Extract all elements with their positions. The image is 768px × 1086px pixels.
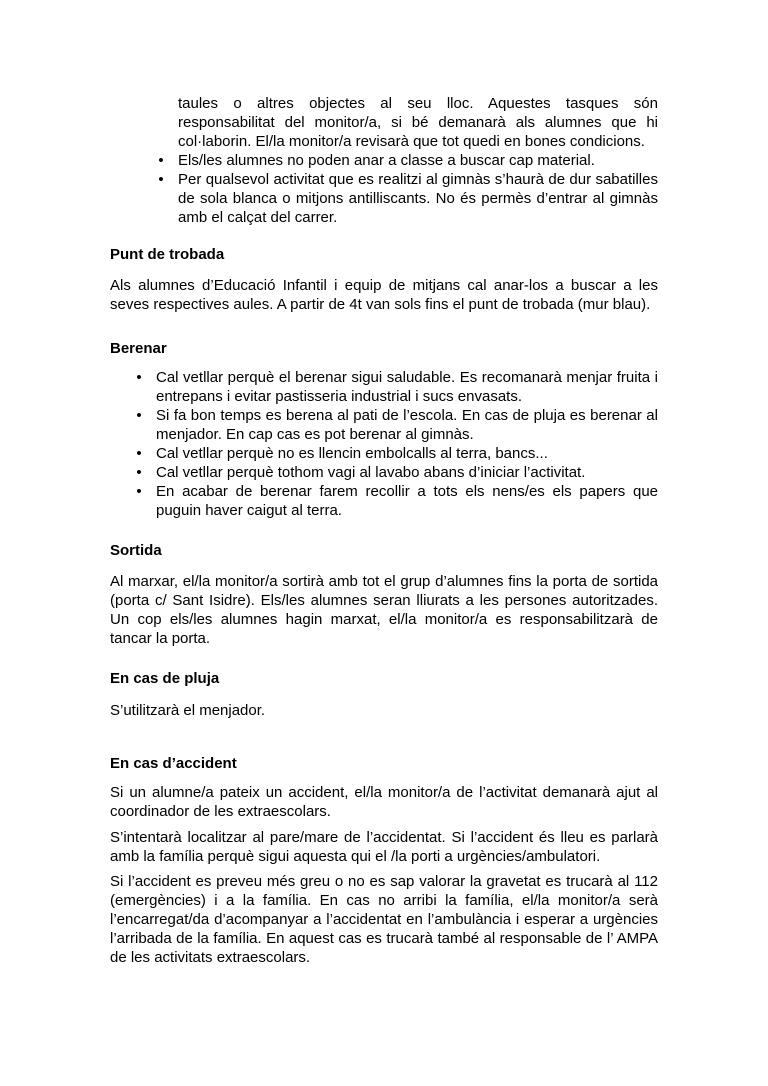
bullet-icon: • xyxy=(136,483,142,500)
list-item-text: Cal vetllar perquè el berenar sigui saludable. Es recomanarà menjar fruita i entrepans i evitar pastisseria industrial i sucs envasats. xyxy=(156,369,658,405)
list-item-continuation: taules o altres objectes al seu lloc. Aquestes tasques són responsabilitat del monitor/a, si bé demanarà als alumnes que hi col·laborin. El/la monitor/a revisarà que tot quedi en bones condicions. xyxy=(178,95,658,150)
list-item xyxy=(136,482,658,520)
paragraph-pluja: S’utilitzarà el menjador. xyxy=(110,702,266,719)
list-item-text: Cal vetllar perquè tothom vagi al lavabo abans d’iniciar l’activitat. xyxy=(156,464,586,481)
heading-pluja: En cas de pluja xyxy=(110,670,220,687)
bullet-icon: • xyxy=(158,152,164,169)
heading-accident: En cas d’accident xyxy=(110,755,237,772)
list-item xyxy=(158,170,658,227)
list-item xyxy=(136,463,658,482)
list-item-text: Cal vetllar perquè no es llencin embolcalls al terra, bancs... xyxy=(156,445,548,462)
list-item xyxy=(136,406,658,444)
heading-berenar: Berenar xyxy=(110,340,167,357)
bullet-icon: • xyxy=(136,464,142,481)
bullet-icon: • xyxy=(136,445,142,462)
bullet-icon: • xyxy=(136,369,142,386)
list-item-text: Els/les alumnes no poden anar a classe a buscar cap material. xyxy=(178,152,595,169)
top-bullet-list xyxy=(158,94,658,227)
list-item xyxy=(136,368,658,406)
paragraph-accident-2: S’intentarà localitzar al pare/mare de l’accidentat. Si l’accident és lleu es parlarà amb la família perquè sigui aquesta qui el /la porti a urgències/ambulatori. xyxy=(110,829,658,865)
list-item xyxy=(136,444,658,463)
paragraph-accident-1: Si un alumne/a pateix un accident, el/la monitor/a de l’activitat demanarà ajut al coordinador de les extraescolars. xyxy=(110,784,658,820)
list-item-text: En acabar de berenar farem recollir a tots els nens/es els papers que puguin haver caigut al terra. xyxy=(156,483,658,519)
list-item-text: Per qualsevol activitat que es realitzi al gimnàs s’haurà de dur sabatilles de sola blanca o mitjons antilliscants. No és permès d’entrar al gimnàs amb el calçat del carrer. xyxy=(178,171,658,226)
list-item-text: Si fa bon temps es berena al pati de l’escola. En cas de pluja es berenar al menjador. En cap cas es pot berenar al gimnàs. xyxy=(156,407,658,443)
heading-punt-trobada: Punt de trobada xyxy=(110,246,225,263)
paragraph-punt-trobada: Als alumnes d’Educació Infantil i equip de mitjans cal anar-los a buscar a les seves respectives aules. A partir de 4t van sols fins el punt de trobada (mur blau). xyxy=(110,277,658,313)
paragraph-sortida: Al marxar, el/la monitor/a sortirà amb tot el grup d’alumnes fins la porta de sortida (porta c/ Sant Isidre). Els/les alumnes seran lliurats a les persones autoritzades. Un cop els/les alumnes hagin marxat, el/la monitor/a es responsabilitzarà de tancar la porta. xyxy=(110,573,658,647)
list-item xyxy=(158,151,658,170)
bullet-icon: • xyxy=(136,407,142,424)
berenar-bullet-list xyxy=(136,368,658,520)
heading-sortida: Sortida xyxy=(110,542,162,559)
paragraph-accident-3: Si l’accident es preveu més greu o no es sap valorar la gravetat es trucarà al 112 (emergències) i a la família. En cas no arribi la família, el/la monitor/a serà l’encarregat/da d’acompanyar a l’accidentat en l’ambulància i esperar a urgències l’arribada de la família. En aquest cas es trucarà també al responsable de l’ AMPA de les activitats extraescolars. xyxy=(110,873,658,966)
bullet-icon: • xyxy=(158,171,164,188)
